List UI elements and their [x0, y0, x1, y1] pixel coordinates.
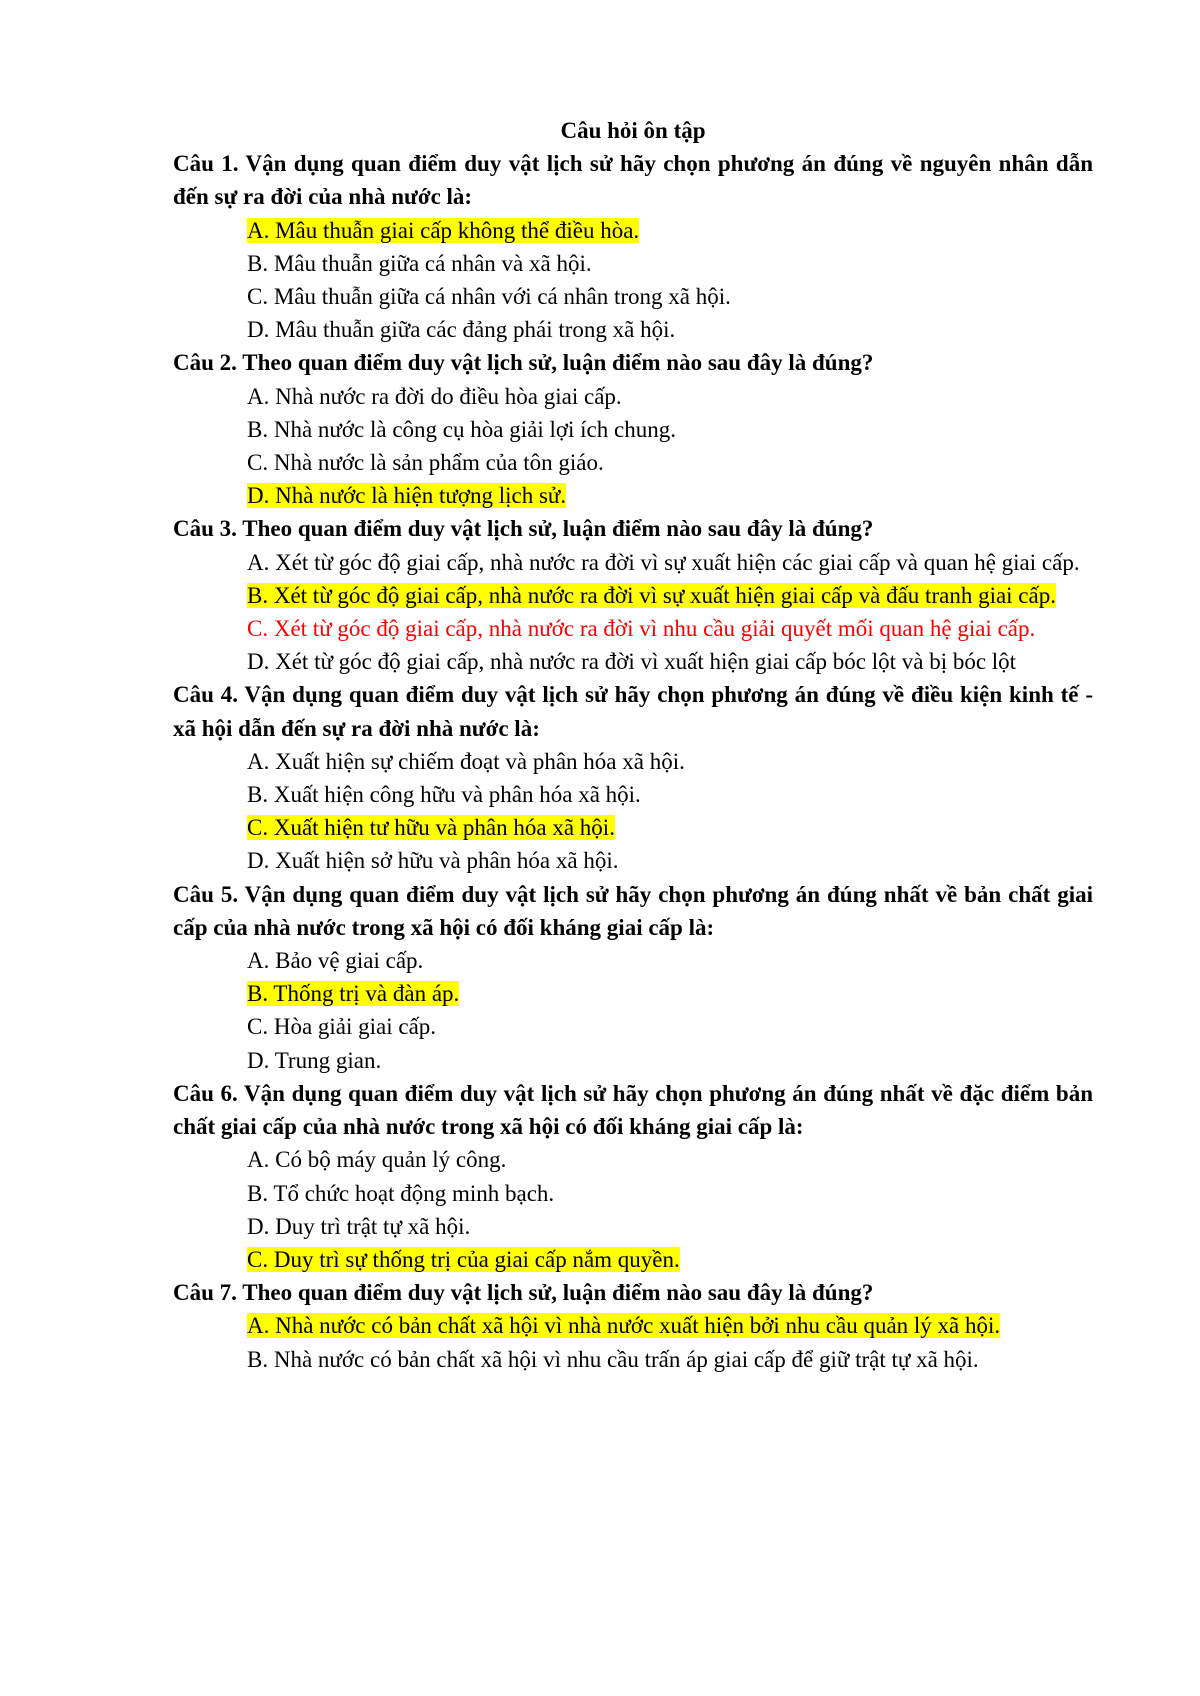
q1-option-d: D. Mâu thuẫn giữa các đảng phái trong xã hội.	[247, 317, 676, 343]
document-title: Câu hỏi ôn tập	[560, 118, 706, 143]
question-5: Câu 5. Vận dụng quan điểm duy vật lịch sử hãy chọn phương án đúng nhất về bản chất giai cấp của nhà nước trong xã hội có đối kháng giai cấp là:	[173, 881, 1093, 940]
q6-option-d: D. Duy trì trật tự xã hội.	[247, 1213, 471, 1239]
q4-option-a: A. Xuất hiện sự chiếm đoạt và phân hóa xã hội.	[247, 748, 685, 774]
question-3: Câu 3. Theo quan điểm duy vật lịch sử, luận điểm nào sau đây là đúng?	[173, 516, 874, 542]
q7-option-b: B. Nhà nước có bản chất xã hội vì nhu cầu trấn áp giai cấp để giữ trật tự xã hội.	[247, 1346, 979, 1372]
q2-option-a: A. Nhà nước ra đời do điều hòa giai cấp.	[247, 383, 622, 409]
q5-option-c: C. Hòa giải giai cấp.	[247, 1014, 437, 1040]
q5-option-d: D. Trung gian.	[247, 1047, 382, 1073]
question-2: Câu 2. Theo quan điểm duy vật lịch sử, luận điểm nào sau đây là đúng?	[173, 350, 874, 376]
document-page	[173, 114, 1093, 1376]
q7-option-a: A. Nhà nước có bản chất xã hội vì nhà nước xuất hiện bởi nhu cầu quản lý xã hội.	[247, 1313, 1001, 1339]
q1-option-c: C. Mâu thuẫn giữa cá nhân với cá nhân trong xã hội.	[247, 284, 731, 310]
question-1: Câu 1. Vận dụng quan điểm duy vật lịch sử hãy chọn phương án đúng về nguyên nhân dẫn đến sự ra đời của nhà nước là:	[173, 151, 1093, 210]
q2-option-b: B. Nhà nước là công cụ hòa giải lợi ích chung.	[247, 416, 676, 442]
q1-option-b: B. Mâu thuẫn giữa cá nhân và xã hội.	[247, 250, 592, 276]
question-7: Câu 7. Theo quan điểm duy vật lịch sử, luận điểm nào sau đây là đúng?	[173, 1280, 874, 1306]
question-4: Câu 4. Vận dụng quan điểm duy vật lịch sử hãy chọn phương án đúng về điều kiện kinh tế - xã hội dẫn đến sự ra đời nhà nước là:	[173, 682, 1093, 741]
q3-option-a: A. Xét từ góc độ giai cấp, nhà nước ra đời vì sự xuất hiện các giai cấp và quan hệ giai cấp.	[247, 549, 1080, 575]
q6-option-b: B. Tổ chức hoạt động minh bạch.	[247, 1180, 555, 1206]
q2-option-c: C. Nhà nước là sản phẩm của tôn giáo.	[247, 450, 604, 476]
q5-option-b: B. Thống trị và đàn áp.	[247, 981, 460, 1007]
q4-option-b: B. Xuất hiện công hữu và phân hóa xã hội.	[247, 782, 641, 808]
question-6: Câu 6. Vận dụng quan điểm duy vật lịch sử hãy chọn phương án đúng nhất về đặc điểm bản chất giai cấp của nhà nước trong xã hội có đối kháng giai cấp là:	[173, 1080, 1093, 1140]
q4-option-c: C. Xuất hiện tư hữu và phân hóa xã hội.	[247, 815, 615, 841]
q2-option-d: D. Nhà nước là hiện tượng lịch sử.	[247, 483, 567, 509]
q4-option-d: D. Xuất hiện sở hữu và phân hóa xã hội.	[247, 848, 619, 874]
q5-option-a: A. Bảo vệ giai cấp.	[247, 948, 424, 974]
q3-option-d: D. Xét từ góc độ giai cấp, nhà nước ra đời vì xuất hiện giai cấp bóc lột và bị bóc lột	[247, 649, 1017, 675]
q1-option-a: A. Mâu thuẫn giai cấp không thể điều hòa.	[247, 217, 640, 243]
q3-option-b: B. Xét từ góc độ giai cấp, nhà nước ra đời vì sự xuất hiện giai cấp và đấu tranh giai cấp.	[247, 582, 1056, 608]
q3-option-c: C. Xét từ góc độ giai cấp, nhà nước ra đời vì nhu cầu giải quyết mối quan hệ giai cấp.	[247, 616, 1036, 642]
q6-option-a: A. Có bộ máy quản lý công.	[247, 1147, 507, 1173]
q6-option-c: C. Duy trì sự thống trị của giai cấp nắm quyền.	[247, 1246, 680, 1272]
